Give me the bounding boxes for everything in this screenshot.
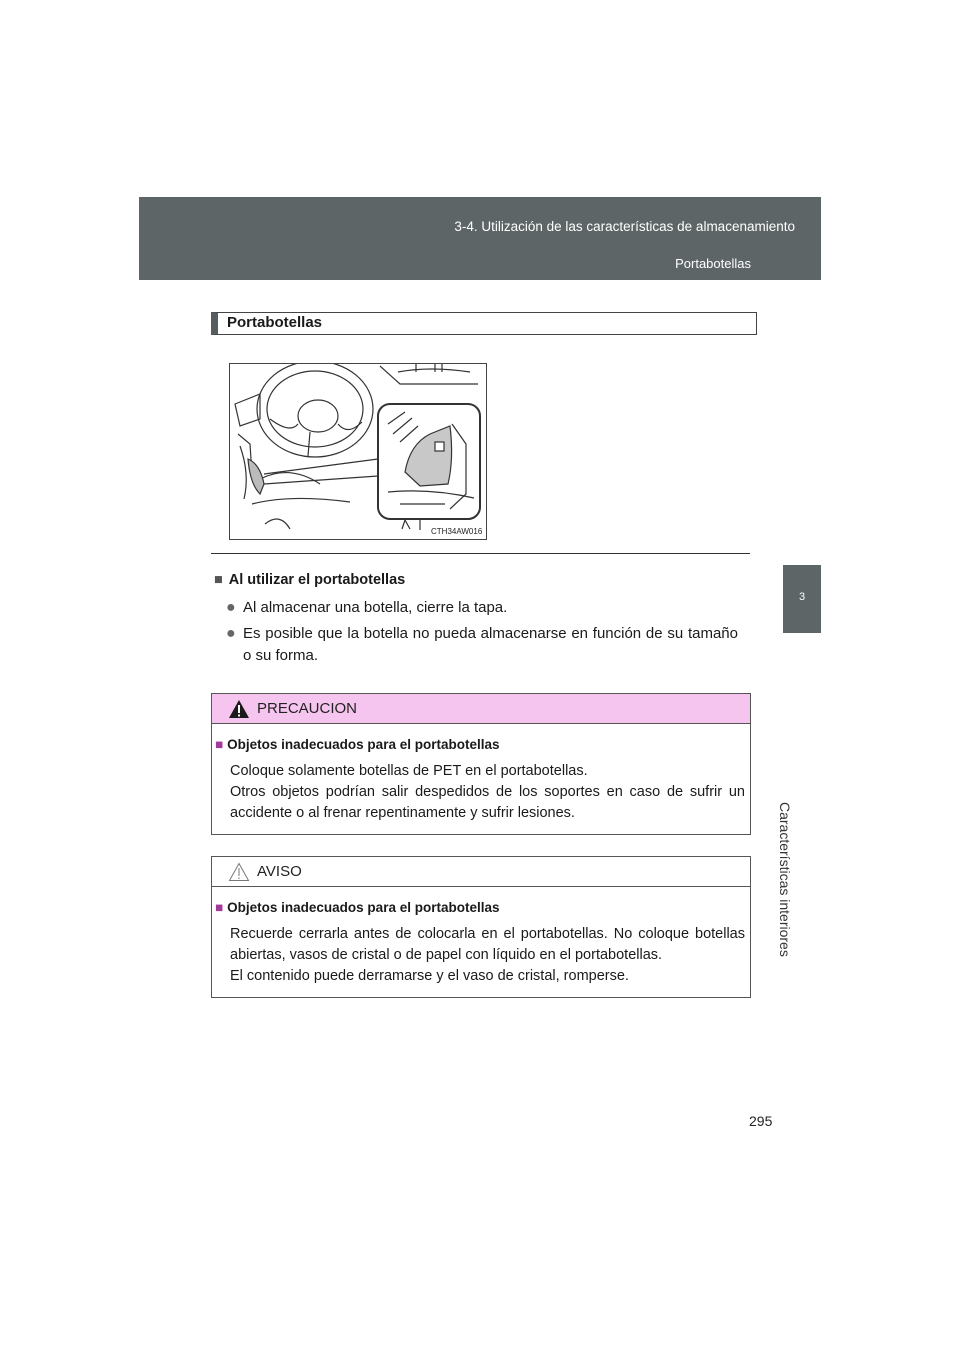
- caution-title: PRECAUCION: [257, 700, 358, 717]
- info-heading-text: Al utilizar el portabotellas: [228, 572, 406, 588]
- square-bullet-icon: ■: [215, 737, 224, 752]
- section-title-box: [211, 312, 757, 335]
- notice-subheading-text: Objetos inadecuados para el portabotellas: [227, 900, 500, 915]
- chapter-number: 3: [798, 591, 806, 603]
- info-bullet: [226, 597, 738, 619]
- info-bullet: [226, 623, 738, 667]
- round-bullet-icon: ●: [226, 599, 236, 616]
- notice-header: [212, 857, 750, 887]
- notice-line: El contenido puede derramarse y el vaso de cristal, romperse.: [230, 968, 629, 984]
- round-bullet-icon: ●: [226, 625, 236, 642]
- notice-box: [211, 856, 751, 998]
- notice-line: Recuerde cerrarla antes de colocarla en el portabotellas. No coloque botellas abiertas, vasos de cristal o de papel con líquido en el portabotellas.: [230, 926, 745, 963]
- caution-body: [230, 761, 745, 824]
- notice-title: AVISO: [257, 863, 302, 880]
- info-bullet-text: Al almacenar una botella, cierre la tapa.: [243, 599, 508, 616]
- section-title: Portabotellas: [227, 314, 323, 331]
- caution-subheading-text: Objetos inadecuados para el portabotellas: [227, 737, 500, 752]
- chapter-side-label: Características interiores: [777, 802, 793, 957]
- info-bullet-text: Es posible que la botella no pueda almacenarse en función de su tamaño o su forma.: [243, 625, 738, 664]
- notice-body: [230, 924, 745, 987]
- chapter-tab: [783, 565, 821, 633]
- caution-box: [211, 693, 751, 835]
- square-bullet-icon: ■: [215, 900, 224, 915]
- notice-triangle-icon: [228, 862, 250, 882]
- figure-code: CTH34AW016: [431, 527, 483, 536]
- warning-triangle-icon: [228, 699, 250, 719]
- caution-header: [212, 694, 750, 724]
- notice-subheading: [215, 900, 499, 915]
- square-bullet-icon: ■: [214, 572, 223, 588]
- caution-line: Coloque solamente botellas de PET en el portabotellas.: [230, 763, 588, 779]
- page-number: 295: [749, 1113, 773, 1129]
- chapter-header-band: [139, 197, 821, 280]
- dashboard-drawing: [230, 364, 486, 539]
- header-section-title: 3-4. Utilización de las características de almacenamiento: [454, 219, 795, 234]
- info-heading: [214, 572, 405, 588]
- header-topic: Portabotellas: [675, 256, 751, 271]
- caution-subheading: [215, 737, 499, 752]
- bottle-holder-illustration: [229, 363, 487, 540]
- section-divider: [211, 553, 750, 554]
- caution-line: Otros objetos podrían salir despedidos de los soportes en caso de sufrir un accidente o al frenar repentinamente y sufrir lesiones.: [230, 784, 745, 821]
